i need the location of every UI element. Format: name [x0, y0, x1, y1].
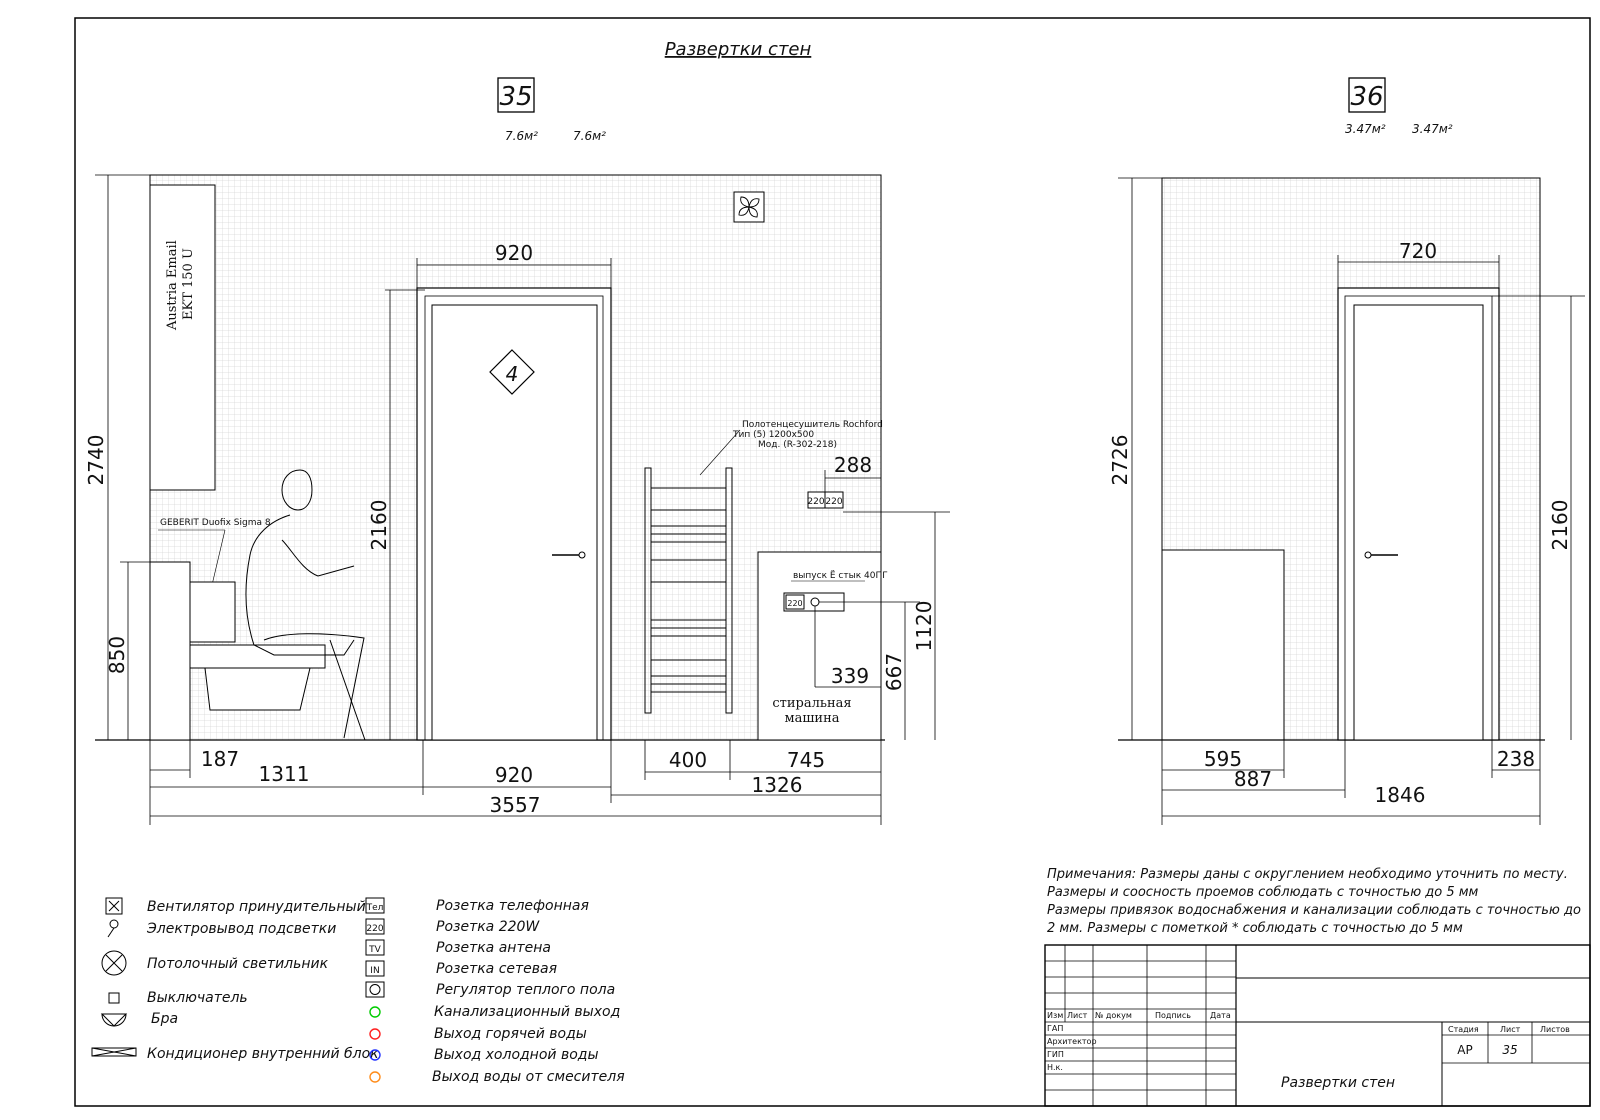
washer-label-2: машина [784, 711, 840, 726]
socket-220-icon [366, 919, 384, 934]
dim-187: 187 [200, 747, 240, 771]
tb-role: ГАП [1047, 1024, 1064, 1033]
legend-label: Розетка антена [436, 940, 551, 956]
floor-heat-icon [366, 982, 384, 997]
note-line: 2 мм. Размеры с пометкой * соблюдать с точностью до 5 мм [1047, 921, 1463, 936]
toilet-label: GEBERIT Duofix Sigma 8 [160, 518, 271, 528]
elevation-number: 35 [499, 82, 533, 112]
dim-238: 238 [1496, 747, 1536, 771]
dim-door-width: 920 [494, 241, 534, 265]
dim-door-width: 720 [1398, 239, 1438, 263]
washer-label-1: стиральная [772, 696, 852, 711]
washer-socket-label: 220 [787, 599, 803, 608]
title-block-text [1047, 1011, 1570, 1091]
tb-header: Изм [1047, 1011, 1064, 1020]
tb-header: № докум [1095, 1011, 1132, 1020]
legend-label: Выключатель [147, 990, 248, 1006]
lower-panel [1162, 550, 1284, 740]
mixer-outlet-icon [370, 1072, 380, 1082]
note-line: Размеры и соосность проемов соблюдать с точностью до 5 мм [1047, 885, 1479, 900]
light-outlet-icon [108, 920, 118, 937]
tb-header: Лист [1067, 1011, 1088, 1020]
legend-label: Канализационный выход [434, 1004, 621, 1020]
door-35 [417, 288, 611, 740]
legend-label: Розетка сетевая [436, 961, 558, 977]
socket-pair-2: 220 [825, 497, 843, 507]
fan-icon [106, 898, 122, 914]
switch-icon [109, 993, 119, 1003]
network-socket-symbol: IN [370, 966, 380, 976]
legend-label: Розетка 220W [436, 919, 540, 935]
dim-1120: 1120 [912, 600, 936, 652]
dim-3557: 3557 [489, 793, 541, 817]
socket-pair-1: 220 [807, 497, 825, 507]
dim-height: 2740 [84, 434, 108, 486]
note-line: Размеры привязок водоснабжения и канализации соблюдать с точностью до [1047, 903, 1581, 918]
towel-note-1: Полотенцесушитель Rochford [742, 420, 883, 430]
elevation-number: 36 [1350, 82, 1384, 112]
legend-label: Кондиционер внутренний блок [147, 1046, 379, 1062]
boiler-label-2: EKT 150 U [181, 248, 196, 320]
dim-339: 339 [830, 664, 870, 688]
legend-label: Выход горячей воды [434, 1026, 587, 1042]
legend-label: Вентилятор принудительный [147, 899, 366, 915]
dim-door-height: 2160 [1548, 499, 1572, 551]
fan-icon [734, 192, 764, 222]
area-1: 3.47м² [1345, 122, 1386, 136]
note-line: Примечания: Размеры даны с округлением необходимо уточнить по месту. [1047, 867, 1568, 882]
boiler [150, 185, 215, 490]
phone-socket-symbol: Тел [366, 903, 384, 913]
dim-595: 595 [1203, 747, 1243, 771]
network-socket-icon [366, 961, 384, 976]
legend-label: Выход воды от смесителя [432, 1069, 625, 1085]
ac-unit-icon [92, 1048, 136, 1056]
tb-sheet: 35 [1502, 1043, 1518, 1057]
legend-right [366, 898, 625, 1085]
area-2: 3.47м² [1412, 122, 1453, 136]
socket-pair [807, 492, 843, 508]
legend-label: Розетка телефонная [436, 898, 589, 914]
tv-socket-symbol: TV [369, 945, 381, 955]
dim-1311: 1311 [258, 762, 310, 786]
legend-label: Регулятор теплого пола [436, 982, 616, 998]
tb-sheets-label: Листов [1540, 1025, 1570, 1034]
socket-note: выпуск Ё стык 40ПГ [793, 571, 888, 581]
towel-note-3: Мод. (R-302-218) [758, 440, 837, 450]
dim-745: 745 [786, 748, 826, 772]
dim-920: 920 [494, 763, 534, 787]
legend-left [92, 898, 379, 1062]
dim-667: 667 [882, 652, 906, 692]
area-2: 7.6м² [573, 129, 606, 143]
tb-stage: АР [1457, 1043, 1473, 1057]
tb-role: Н.к. [1047, 1063, 1063, 1072]
tb-sheet-name: Развертки стен [1281, 1075, 1395, 1091]
dim-1846: 1846 [1374, 783, 1426, 807]
legend-label: Потолочный светильник [147, 956, 329, 972]
notes [1047, 867, 1581, 936]
boiler-label-1: Austria Email [165, 240, 180, 330]
towel-note-2: Тип (5) 1200х500 [733, 430, 815, 440]
socket-220-symbol: 220 [366, 924, 384, 934]
door-mark-number: 4 [505, 362, 519, 386]
tb-role: Архитектор [1047, 1037, 1097, 1046]
tb-header: Подпись [1155, 1011, 1191, 1020]
elevation-36 [1108, 78, 1585, 825]
drawing-title: Развертки стен [664, 39, 812, 60]
tb-header: Дата [1210, 1011, 1231, 1020]
dim-400: 400 [668, 748, 708, 772]
legend-label: Электровывод подсветки [147, 921, 337, 937]
dim-door-height: 2160 [367, 499, 391, 551]
tv-socket-icon [366, 940, 384, 955]
door-36 [1338, 288, 1499, 740]
legend-label: Выход холодной воды [434, 1047, 599, 1063]
dim-counter-height: 850 [105, 635, 129, 675]
dim-288: 288 [833, 453, 873, 477]
tb-stage-label: Стадия [1448, 1025, 1479, 1034]
dim-height: 2726 [1108, 434, 1132, 486]
dim-1326: 1326 [751, 773, 803, 797]
tb-sheet-label: Лист [1500, 1025, 1521, 1034]
area-1: 7.6м² [505, 129, 538, 143]
ceiling-lamp-icon [102, 951, 126, 975]
hot-water-icon [370, 1029, 380, 1039]
installation-box [150, 562, 190, 740]
wall-lamp-icon [102, 1014, 126, 1026]
dim-887: 887 [1233, 767, 1273, 791]
elevation-35 [84, 78, 950, 825]
legend-label: Бра [151, 1011, 179, 1027]
tb-role: ГИП [1047, 1050, 1064, 1059]
sewer-outlet-icon [370, 1007, 380, 1017]
phone-socket-icon [366, 898, 384, 913]
